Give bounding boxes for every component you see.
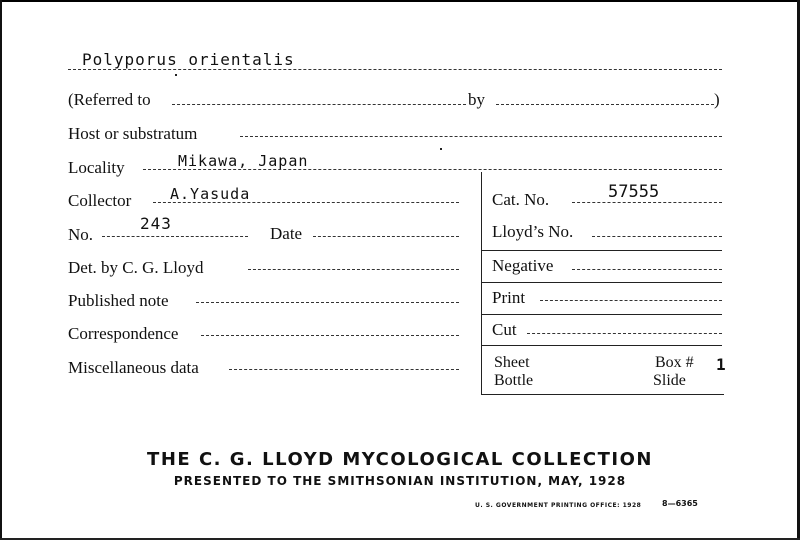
det-by-label: Det. by C. G. Lloyd xyxy=(68,258,204,277)
negative-label: Negative xyxy=(492,256,554,275)
no-label: No. xyxy=(68,225,94,244)
collector-label: Collector xyxy=(68,191,132,210)
collector-line xyxy=(153,202,459,203)
speck-mark xyxy=(440,148,442,150)
collection-title: THE C. G. LLOYD MYCOLOGICAL COLLECTION xyxy=(147,449,653,470)
species-name: Polyporus orientalis xyxy=(82,50,295,69)
speck-mark xyxy=(175,74,177,76)
lloyds-no-line xyxy=(592,236,722,237)
host-label: Host or substratum xyxy=(68,124,198,143)
host-line xyxy=(240,136,722,137)
cat-no-line xyxy=(572,202,722,203)
misc-data-label: Miscellaneous data xyxy=(68,358,199,377)
det-by-line xyxy=(248,269,459,270)
number-value: 243 xyxy=(140,214,172,233)
locality-value: Mikawa, Japan xyxy=(178,152,309,170)
locality-line xyxy=(143,169,722,170)
cat-no-label: Cat. No. xyxy=(492,190,550,209)
right-box-bottom-border xyxy=(481,394,724,395)
negative-divider xyxy=(482,282,722,283)
cut-line xyxy=(527,333,722,334)
box-number-value: 1 xyxy=(716,355,727,374)
slide-label: Slide xyxy=(653,372,686,389)
by-line xyxy=(496,104,714,105)
cat-no-value: 57555 xyxy=(608,182,660,202)
referred-to-line xyxy=(172,104,466,105)
species-line xyxy=(68,69,722,70)
box-label: Box # xyxy=(655,354,694,371)
referred-to-label: (Referred to xyxy=(68,90,151,109)
lloyds-no-label: Lloyd’s No. xyxy=(492,222,574,241)
date-label: Date xyxy=(270,224,303,243)
date-line xyxy=(313,236,459,237)
print-line xyxy=(540,300,722,301)
collection-subtitle: PRESENTED TO THE SMITHSONIAN INSTITUTION, MAY, 1928 xyxy=(173,474,627,488)
print-divider xyxy=(482,314,722,315)
lloyds-no-divider xyxy=(482,250,722,251)
correspondence-label: Correspondence xyxy=(68,324,179,343)
sheet-label: Sheet xyxy=(494,354,530,371)
printer-note: U. S. GOVERNMENT PRINTING OFFICE: 1928 xyxy=(475,502,642,509)
collector-value: A.Yasuda xyxy=(170,185,251,203)
right-box-left-border xyxy=(481,172,482,395)
close-paren: ) xyxy=(714,90,720,109)
cut-divider xyxy=(482,345,722,346)
misc-data-line xyxy=(229,369,459,370)
bottle-label: Bottle xyxy=(494,372,534,389)
card-top-edge xyxy=(0,0,800,2)
number-line xyxy=(102,236,248,237)
print-label: Print xyxy=(492,288,526,307)
locality-label: Locality xyxy=(68,158,125,177)
by-label: by xyxy=(468,90,485,109)
published-note-line xyxy=(196,302,459,303)
negative-line xyxy=(572,269,722,270)
published-note-label: Published note xyxy=(68,291,169,310)
correspondence-line xyxy=(201,335,459,336)
cut-label: Cut xyxy=(492,320,517,339)
form-code: 8—6365 xyxy=(662,499,698,508)
